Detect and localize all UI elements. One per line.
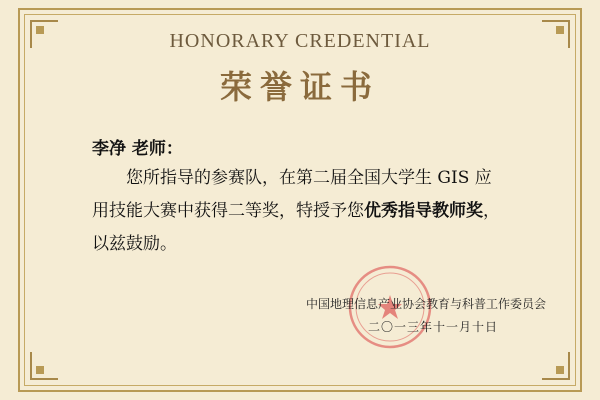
issuer-name: 中国地理信息产业协会教育与科普工作委员会 [305, 297, 546, 311]
title-chinese: 荣誉证书 [219, 68, 380, 106]
corner-ornament-bottom-left [30, 352, 58, 380]
body-line-3: 以兹鼓励。 [92, 234, 177, 254]
recipient-line: 李净 老师： [92, 139, 183, 159]
body-line-2-end: ， [483, 201, 500, 221]
corner-dot-bottom-right [556, 366, 564, 374]
award-name: 优秀指导教师奖 [364, 201, 483, 221]
issue-date: 二〇一三年十一月十日 [367, 320, 498, 334]
title-english: HONORARY CREDENTIAL [169, 30, 431, 52]
body-line-2 [92, 195, 512, 228]
body-line-2-text: 用技能大赛中获得二等奖，特授予您 [92, 201, 364, 221]
body-line-1: 您所指导的参赛队，在第二届全国大学生 GIS 应 [126, 168, 492, 188]
certificate-body [92, 162, 512, 261]
corner-dot-bottom-left [36, 366, 44, 374]
